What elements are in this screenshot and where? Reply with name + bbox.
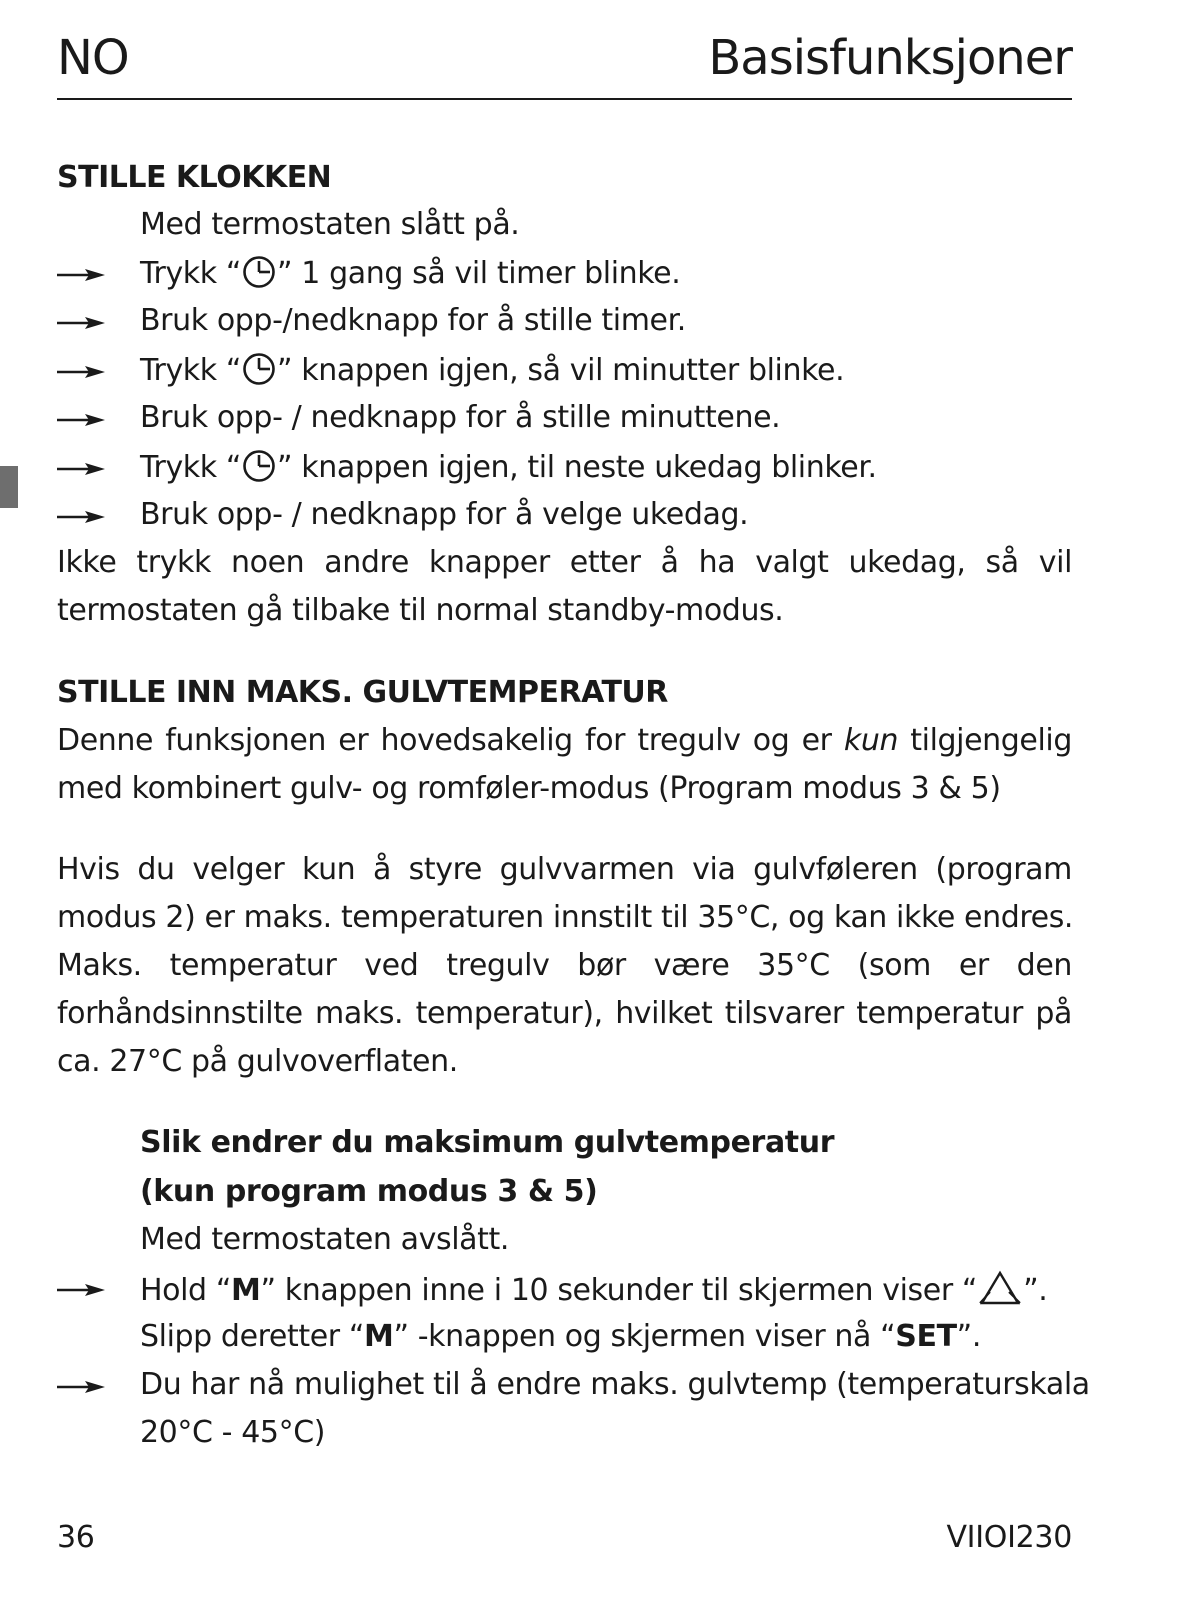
section-heading-floor-temp: STILLE INN MAKS. GULVTEMPERATUR: [57, 675, 668, 710]
change-temp-step-line-2: 20°C - 45°C): [140, 1415, 326, 1450]
change-temp-step-line-1: Du har nå mulighet til å endre maks. gulvtemp (temperaturskala: [140, 1367, 1090, 1402]
step-3: Trykk “ ” knappen igjen, så vil minutter blinke.: [140, 353, 845, 388]
arrow-icon: [57, 1283, 105, 1297]
page-number: 36: [57, 1520, 95, 1555]
step-5: Trykk “ ” knappen igjen, til neste ukedag blinker.: [140, 450, 877, 485]
page-title: Basisfunksjoner: [708, 30, 1072, 86]
section-heading-clock: STILLE KLOKKEN: [57, 160, 332, 195]
paragraph-2-line-5: ca. 27°C på gulvoverflaten.: [57, 1044, 458, 1079]
sub-heading-line-2: (kun program modus 3 & 5): [140, 1174, 598, 1209]
paragraph-2-line-2: modus 2) er maks. temperaturen innstilt til 35°C, og kan ikke endres.: [57, 900, 1074, 935]
language-code: NO: [57, 30, 129, 86]
step-6: Bruk opp- / nedknapp for å velge ukedag.: [140, 497, 749, 532]
clock-icon: [242, 352, 276, 386]
hold-m-step: Hold “M” knappen inne i 10 sekunder til skjermen viser “ ”.: [140, 1270, 1047, 1308]
document-code: VIIOI230: [946, 1520, 1072, 1555]
arrow-icon: [57, 1380, 105, 1394]
note-line-2: termostaten gå tilbake til normal standby-modus.: [57, 593, 784, 628]
side-tab-marker: [0, 466, 18, 508]
release-m-step: Slipp deretter “M” -knappen og skjermen viser nå “SET”.: [140, 1319, 981, 1354]
step-1: Trykk “ ” 1 gang så vil timer blinke.: [140, 256, 681, 291]
clock-icon: [242, 449, 276, 483]
paragraph-1-line-1: Denne funksjonen er hovedsakelig for tregulv og er kun tilgjengelig: [57, 723, 1072, 758]
sub-intro: Med termostaten avslått.: [140, 1222, 510, 1257]
step-4: Bruk opp- / nedknapp for å stille minuttene.: [140, 400, 781, 435]
sub-heading-line-1: Slik endrer du maksimum gulvtemperatur: [140, 1125, 835, 1160]
arrow-icon: [57, 268, 105, 282]
arrow-icon: [57, 510, 105, 524]
intro-text: Med termostaten slått på.: [140, 207, 520, 242]
paragraph-2-line-1: Hvis du velger kun å styre gulvvarmen via gulvføleren (program: [57, 852, 1072, 887]
arrow-icon: [57, 462, 105, 476]
paragraph-2-line-4: forhåndsinnstilte maks. temperatur), hvilket tilsvarer temperatur på: [57, 996, 1072, 1031]
paragraph-2-line-3: Maks. temperatur ved tregulv bør være 35°C (som er den: [57, 948, 1072, 983]
arrow-icon: [57, 413, 105, 427]
step-2: Bruk opp-/nedknapp for å stille timer.: [140, 303, 686, 338]
paragraph-1-line-2: med kombinert gulv- og romføler-modus (Program modus 3 & 5): [57, 771, 1001, 806]
clock-icon: [242, 255, 276, 289]
page-header: [57, 28, 1072, 100]
arrow-icon: [57, 365, 105, 379]
warning-icon: [978, 1270, 1022, 1306]
arrow-icon: [57, 316, 105, 330]
note-line-1: Ikke trykk noen andre knapper etter å ha valgt ukedag, så vil: [57, 545, 1072, 580]
